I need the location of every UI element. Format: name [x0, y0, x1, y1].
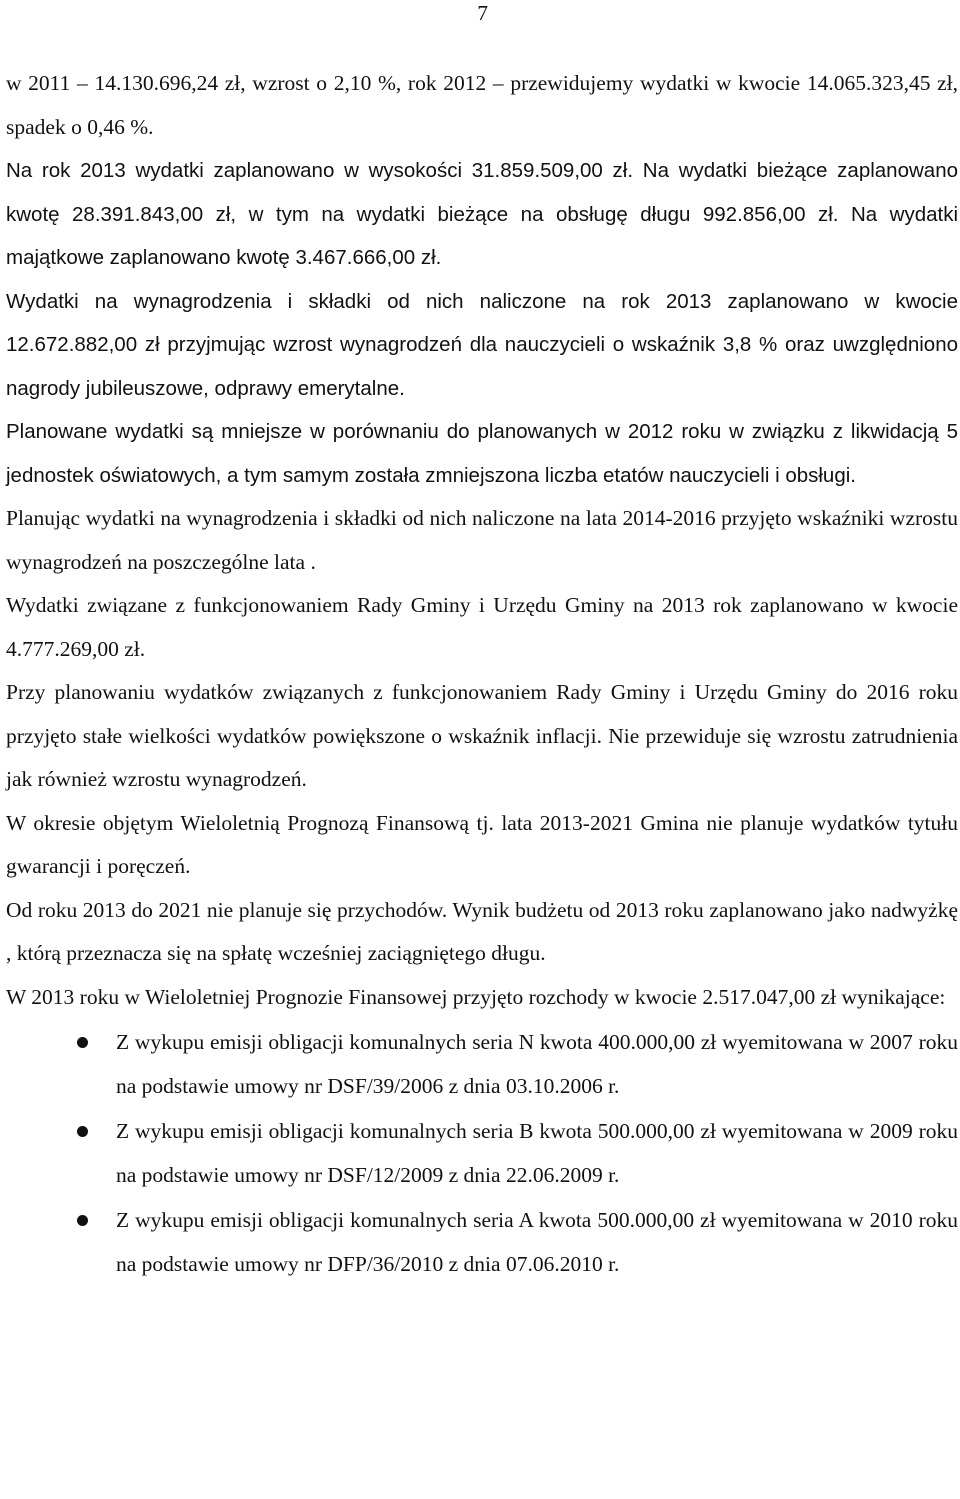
bond-redemption-list: [6, 1021, 958, 1286]
page-number: 7: [477, 1, 488, 25]
paragraph-expenditure-2013: Na rok 2013 wydatki zaplanowano w wysokości 31.859.509,00 zł. Na wydatki bieżące zaplanowano kwotę 28.391.843,00 zł, w tym na wydatki bieżące na obsługę długu 992.856,00 zł. Na wydatki majątkowe zaplanowano kwotę 3.467.666,00 zł.: [6, 159, 958, 269]
paragraph-guarantees: W okresie objętym Wieloletnią Prognozą Finansową tj. lata 2013-2021 Gmina nie planuje wydatków tytułu gwarancji i poręczeń.: [6, 810, 958, 878]
paragraph-planned-decrease: Planowane wydatki są mniejsze w porównaniu do planowanych w 2012 roku w związku z likwidacją 5 jednostek oświatowych, a tym samym została zmniejszona liczba etatów nauczycieli i obsługi.: [6, 420, 958, 487]
bullet-icon: [77, 1126, 88, 1137]
paragraph-expenditure-history: w 2011 – 14.130.696,24 zł, wzrost o 2,10 %, rok 2012 – przewidujemy wydatki w kwocie 14.065.323,45 zł, spadek o 0,46 %.: [6, 71, 958, 139]
paragraph-council-office: Wydatki związane z funkcjonowaniem Rady Gminy i Urzędu Gminy na 2013 rok zaplanowano w kwocie 4.777.269,00 zł.: [6, 593, 958, 661]
paragraph-outflows: W 2013 roku w Wieloletniej Prognozie Finansowej przyjęto rozchody w kwocie 2.517.047,00 zł wynikające:: [6, 984, 946, 1009]
list-item: [6, 1110, 958, 1197]
list-item-text: Z wykupu emisji obligacji komunalnych seria A kwota 500.000,00 zł wyemitowana w 2010 roku na podstawie umowy nr DFP/36/2010 z dnia 07.06.2010 r.: [116, 1208, 958, 1276]
bullet-icon: [77, 1215, 88, 1226]
paragraph-inflation: Przy planowaniu wydatków związanych z funkcjonowaniem Rady Gminy i Urzędu Gminy do 2016 roku przyjęto stałe wielkości wydatków powiększone o wskaźnik inflacji. Nie przewiduje się wzrostu zatrudnienia jak również wzrostu wynagrodzeń.: [6, 680, 958, 791]
paragraph-salary-indices: Planując wydatki na wynagrodzenia i składki od nich naliczone na lata 2014-2016 przyjęto wskaźniki wzrostu wynagrodzeń na poszczególne lata .: [6, 506, 958, 574]
bullet-icon: [77, 1037, 88, 1048]
document-body: [6, 62, 958, 1286]
list-item-text: Z wykupu emisji obligacji komunalnych seria B kwota 500.000,00 zł wyemitowana w 2009 roku na podstawie umowy nr DSF/12/2009 z dnia 22.06.2009 r.: [116, 1119, 958, 1187]
list-item: [6, 1021, 958, 1108]
list-item: [6, 1199, 958, 1286]
paragraph-salaries-2013: Wydatki na wynagrodzenia i składki od nich naliczone na rok 2013 zaplanowano w kwocie 12.672.882,00 zł przyjmując wzrost wynagrodzeń dla nauczycieli o wskaźnik 3,8 % oraz uwzględniono nagrody jubileuszowe, odprawy emerytalne.: [6, 289, 958, 400]
paragraph-budget-result: Od roku 2013 do 2021 nie planuje się przychodów. Wynik budżetu od 2013 roku zaplanowano jako nadwyżkę , którą przeznacza się na spłatę wcześniej zaciągniętego długu.: [6, 897, 958, 965]
list-item-text: Z wykupu emisji obligacji komunalnych seria N kwota 400.000,00 zł wyemitowana w 2007 roku na podstawie umowy nr DSF/39/2006 z dnia 03.10.2006 r.: [116, 1030, 958, 1098]
